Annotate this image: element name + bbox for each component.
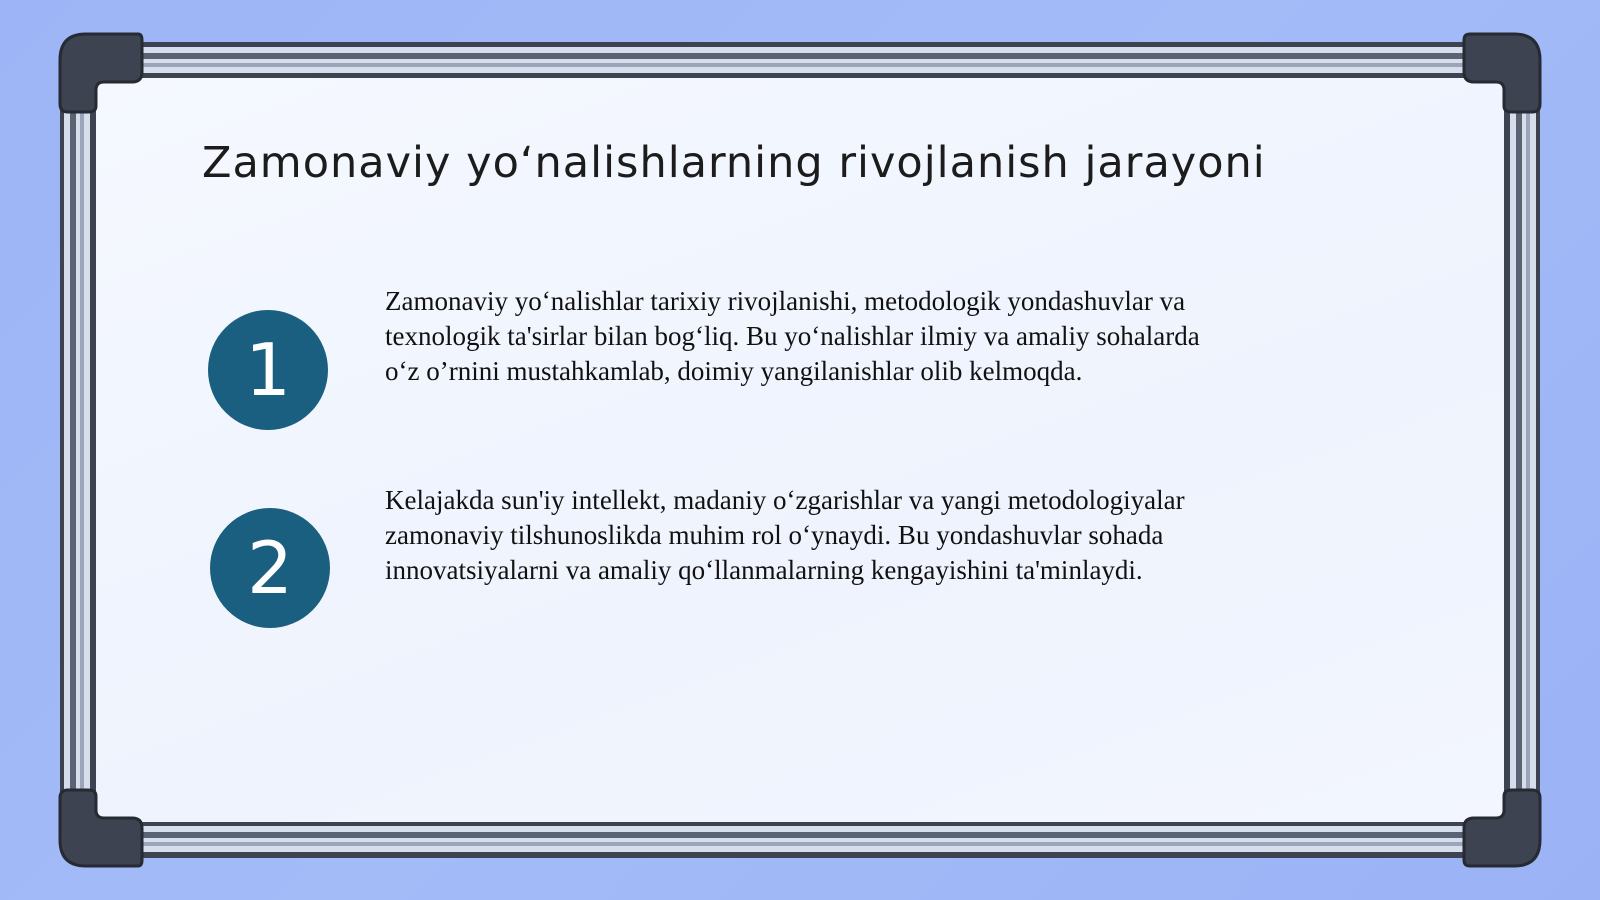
slide-title: Zamonaviy yo‘nalishlarning rivojlanish jarayoni xyxy=(202,138,1266,188)
item-text-2: Kelajakda sun'iy intellekt, madaniy o‘zgarishlar va yangi metodologiyalar zamonaviy tilshunoslikda muhim rol o‘ynaydi. Bu yondashuvlar sohada innovatsiyalarni va amaliy qo‘llanmalarning kengayishini ta'minlaydi. xyxy=(385,485,1185,585)
number-badge-1 xyxy=(208,310,328,430)
number-badge-label: 2 xyxy=(247,526,293,610)
item-text-1: Zamonaviy yo‘nalishlar tarixiy rivojlanishi, metodologik yondashuvlar va texnologik ta'sirlar bilan bog‘liq. Bu yo‘nalishlar ilmiy va amaliy sohalarda o‘z o’rnini mustahkamlab, doimiy yangilanishlar olib kelmoqda. xyxy=(385,286,1200,386)
number-badge-2 xyxy=(210,508,330,628)
number-badge-label: 1 xyxy=(245,328,291,412)
